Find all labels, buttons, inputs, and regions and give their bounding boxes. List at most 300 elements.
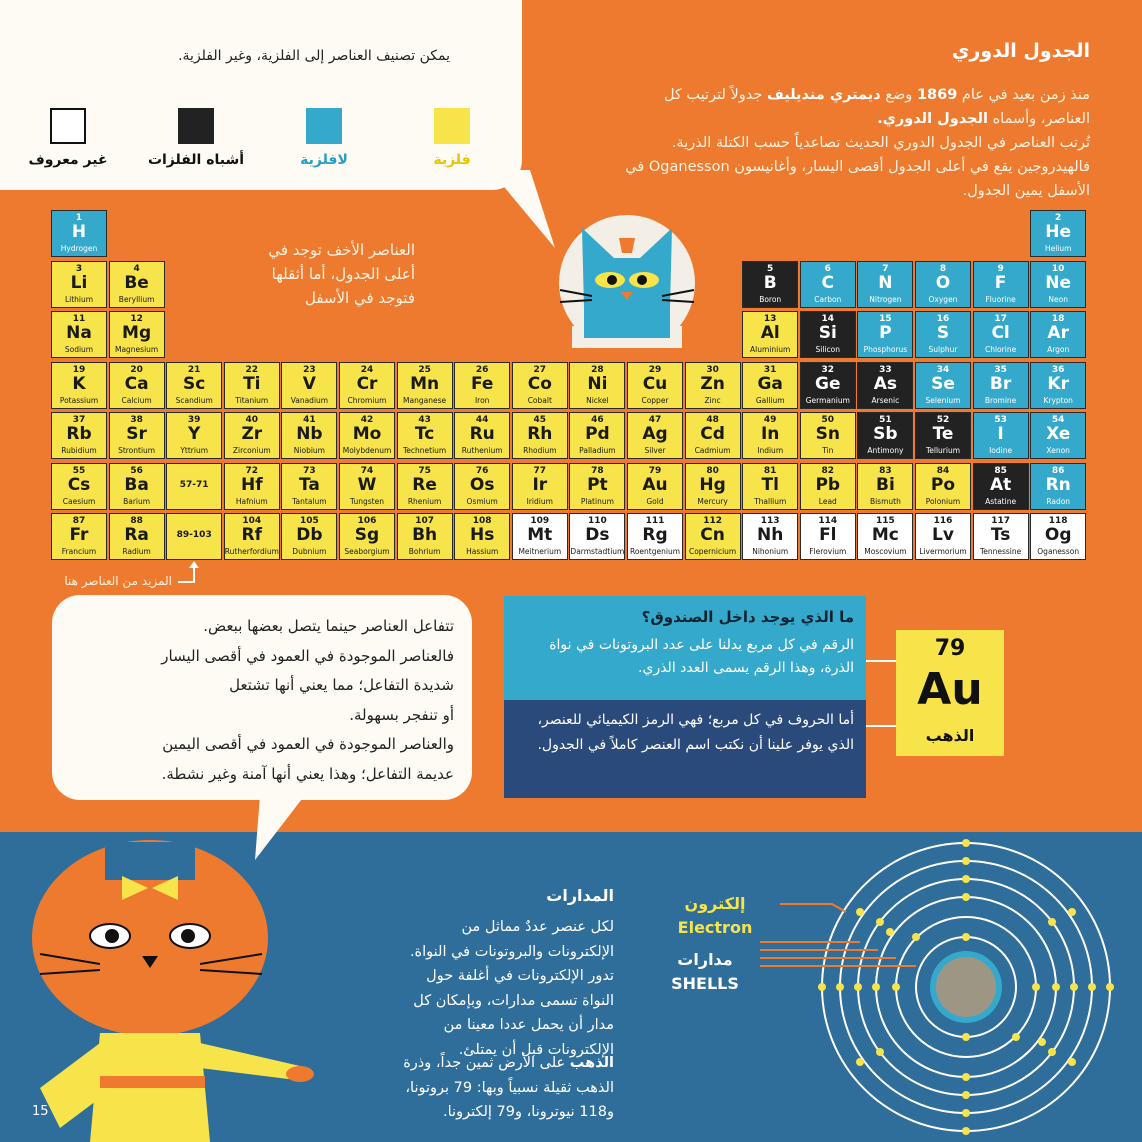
atomic-number: 86 xyxy=(1051,465,1065,476)
atomic-number: 111 xyxy=(645,516,665,526)
element-name: Tungsten xyxy=(350,496,384,506)
element-symbol: Co xyxy=(527,373,552,394)
atomic-number: 32 xyxy=(821,364,835,375)
element-symbol: Re xyxy=(412,474,437,495)
element-symbol: P xyxy=(879,323,892,343)
element-name: Xenon xyxy=(1046,446,1070,455)
element-symbol: Bh xyxy=(412,525,438,545)
element-symbol: O xyxy=(935,272,951,293)
atomic-number: 112 xyxy=(703,516,722,526)
unknown-label: غير معروف xyxy=(28,152,108,168)
element-name: Iron xyxy=(474,395,490,405)
element-symbol: Rf xyxy=(241,525,263,545)
atomic-number: 109 xyxy=(530,516,550,526)
element-cell xyxy=(569,412,625,459)
element-name: Palladium xyxy=(579,446,616,455)
element-cell xyxy=(857,261,913,308)
element-name: Darmstadtium xyxy=(570,547,625,556)
element-cell xyxy=(109,362,165,409)
element-symbol: Tl xyxy=(761,474,779,495)
element-cell xyxy=(51,513,107,560)
atomic-number: 81 xyxy=(763,465,777,476)
element-symbol: S xyxy=(936,323,950,343)
element-symbol: Sg xyxy=(354,525,380,545)
element-cell xyxy=(857,463,913,510)
element-cell xyxy=(512,412,568,459)
symbol-pointer-line xyxy=(866,725,896,727)
element-symbol: Os xyxy=(469,474,495,495)
element-symbol: Mn xyxy=(410,373,440,394)
element-cell xyxy=(915,311,971,358)
element-name: Nitrogen xyxy=(869,294,902,304)
element-cell xyxy=(109,412,165,459)
element-cell xyxy=(512,463,568,510)
element-name: Copper xyxy=(641,395,669,405)
box-info-number-text: الرقم في كل مربع يدلنا على عدد البروتونات في نواة الذرة، وهذا الرقم يسمى العدد الذري. xyxy=(549,637,854,676)
element-name: Lithium xyxy=(64,294,94,304)
nonmetal-label: لافلزية xyxy=(300,152,348,168)
element-name: Argon xyxy=(1047,345,1070,354)
element-symbol: Hf xyxy=(240,474,263,495)
element-name: Magnesium xyxy=(114,345,159,354)
element-cell xyxy=(224,412,280,459)
element-cell xyxy=(915,261,971,308)
element-name: Rutherfordium xyxy=(224,547,279,556)
element-cell xyxy=(339,463,395,510)
atomic-number: 31 xyxy=(763,364,777,375)
atomic-number: 41 xyxy=(303,415,316,425)
element-cell xyxy=(1030,362,1086,409)
element-symbol: Rn xyxy=(1045,474,1071,495)
element-name: Meitnerium xyxy=(518,547,562,556)
element-cell xyxy=(742,261,798,308)
atomic-number: 25 xyxy=(418,364,431,375)
element-symbol: Pb xyxy=(815,474,841,495)
atomic-number: 74 xyxy=(360,465,374,476)
element-name: Neon xyxy=(1048,294,1068,304)
element-name: Helium xyxy=(1044,244,1072,253)
element-name: Tennessine xyxy=(979,547,1022,556)
legend-intro: يمكن تصنيف العناصر إلى الفلزية، وغير الفلزية. xyxy=(178,48,450,64)
element-cell xyxy=(339,412,395,459)
element-name: Beryllium xyxy=(118,294,155,304)
element-name: Carbon xyxy=(814,294,842,304)
element-cell xyxy=(51,412,107,459)
element-name: Bromine xyxy=(984,395,1017,405)
element-symbol: Ge xyxy=(815,373,841,394)
element-symbol: Ne xyxy=(1045,272,1072,293)
element-symbol: Hg xyxy=(699,474,726,495)
element-cell xyxy=(281,513,337,560)
atomic-number: 80 xyxy=(706,465,719,476)
atomic-number: 29 xyxy=(648,364,662,375)
element-symbol: Fr xyxy=(69,525,89,545)
element-cell xyxy=(800,362,856,409)
element-cell xyxy=(742,311,798,358)
element-name: Astatine xyxy=(985,496,1017,506)
element-symbol: K xyxy=(72,373,86,394)
element-symbol: Rg xyxy=(642,525,668,545)
element-symbol: Mg xyxy=(122,323,152,343)
element-name: Hafnium xyxy=(235,496,268,506)
element-name: Rubidium xyxy=(61,446,97,455)
atomic-number: 35 xyxy=(994,364,1007,375)
element-cell xyxy=(973,513,1029,560)
element-cell xyxy=(281,412,337,459)
element-cell xyxy=(224,513,280,560)
element-cell xyxy=(685,513,741,560)
element-name: Sulphur xyxy=(928,345,958,354)
element-name: Technetium xyxy=(402,446,447,455)
element-symbol: At xyxy=(989,474,1012,495)
element-cell xyxy=(742,362,798,409)
element-name: Niobium xyxy=(293,446,325,455)
element-cell xyxy=(1030,513,1086,560)
atomic-number: 55 xyxy=(72,465,86,476)
element-cell xyxy=(454,513,510,560)
atomic-number: 79 xyxy=(648,465,662,476)
gold-paragraph: الذهب على الأرض ثمين جداً، وذرة الذهب ثقيلة نسبياً وبها: 79 بروتونا، و118 نيوترونا، و79 إلكترونا. xyxy=(403,1055,614,1120)
gold-example-card xyxy=(896,630,1004,756)
element-cell xyxy=(800,513,856,560)
atomic-number: 11 xyxy=(72,314,86,324)
atomic-number: 19 xyxy=(72,364,86,375)
element-cell xyxy=(166,513,222,560)
atomic-number: 45 xyxy=(533,415,547,425)
element-symbol: Nh xyxy=(757,525,784,545)
element-symbol: He xyxy=(1045,222,1072,242)
atomic-number: 87 xyxy=(72,516,86,526)
atomic-number: 18 xyxy=(1051,314,1065,324)
element-symbol: Bi xyxy=(875,474,895,495)
element-cell xyxy=(742,513,798,560)
atomic-number: 22 xyxy=(245,364,259,375)
element-symbol: Fl xyxy=(819,525,837,545)
atomic-number: 78 xyxy=(591,465,604,476)
element-cell xyxy=(627,463,683,510)
element-name: Chlorine xyxy=(984,345,1017,354)
element-symbol: Al xyxy=(760,323,780,343)
element-name: Aluminium xyxy=(750,345,791,354)
element-symbol: Cs xyxy=(67,474,91,495)
metal-swatch xyxy=(434,108,470,144)
element-name: Gold xyxy=(646,496,664,506)
element-symbol: I xyxy=(997,424,1004,444)
atomic-number: 51 xyxy=(879,415,892,425)
element-cell xyxy=(627,412,683,459)
series-range: 89-103 xyxy=(176,530,212,540)
element-cell xyxy=(454,362,510,409)
element-name: Fluorine xyxy=(985,294,1016,304)
element-name: Krypton xyxy=(1043,395,1073,405)
element-name: Rhenium xyxy=(407,496,442,506)
atomic-number: 73 xyxy=(303,465,316,476)
element-cell xyxy=(397,463,453,510)
element-name: Moscovium xyxy=(864,547,907,556)
nonmetal-swatch xyxy=(306,108,342,144)
atomic-number: 15 xyxy=(879,314,892,324)
atomic-number: 9 xyxy=(997,263,1004,274)
element-name: Radon xyxy=(1046,496,1071,506)
element-symbol: Rh xyxy=(527,424,553,444)
atomic-number: 48 xyxy=(706,415,719,425)
element-name: Germanium xyxy=(805,395,850,405)
element-cell xyxy=(1030,463,1086,510)
box-info-letters-text: أما الحروف في كل مربع؛ فهي الرمز الكيميائي للعنصر، الذي يوفر علينا أن نكتب اسم العنصر كاملاً في الجدول. xyxy=(537,712,854,753)
atomic-number: 105 xyxy=(299,516,319,526)
atomic-number: 116 xyxy=(933,516,953,526)
gold-example-symbol: Au xyxy=(917,664,983,715)
element-symbol: Cr xyxy=(356,373,378,394)
element-name: Calcium xyxy=(121,395,152,405)
box-info-panel xyxy=(504,596,866,798)
atomic-number: 88 xyxy=(130,516,143,526)
element-symbol: Ga xyxy=(757,373,783,394)
atomic-number: 28 xyxy=(591,364,604,375)
element-name: Tin xyxy=(822,446,834,455)
element-name: Nihonium xyxy=(752,547,789,556)
element-name: Phosphorus xyxy=(863,345,908,354)
element-cell xyxy=(973,261,1029,308)
element-symbol: Na xyxy=(66,323,92,343)
element-symbol: Ca xyxy=(124,373,149,394)
element-cell xyxy=(1030,210,1086,257)
element-cell xyxy=(109,513,165,560)
element-cell xyxy=(973,362,1029,409)
element-cell xyxy=(109,261,165,308)
element-symbol: Sc xyxy=(183,373,206,394)
atomic-number: 82 xyxy=(821,465,835,476)
atomic-number: 76 xyxy=(475,465,489,476)
element-name: Thallium xyxy=(754,496,787,506)
element-name: Ruthenium xyxy=(461,446,503,455)
element-symbol: Fe xyxy=(470,373,494,394)
element-symbol: V xyxy=(302,373,316,394)
atomic-number: 56 xyxy=(130,465,143,476)
element-cell xyxy=(339,362,395,409)
element-cell xyxy=(281,463,337,510)
element-cell xyxy=(973,412,1029,459)
element-symbol: Xe xyxy=(1046,424,1071,444)
element-cell xyxy=(109,463,165,510)
element-name: Strontium xyxy=(118,446,156,455)
atomic-number: 39 xyxy=(187,415,201,425)
element-name: Boron xyxy=(759,294,782,304)
element-symbol: Cn xyxy=(700,525,725,545)
element-cell xyxy=(569,463,625,510)
atomic-number: 104 xyxy=(242,516,262,526)
element-symbol: Cl xyxy=(991,323,1010,343)
element-name: Cobalt xyxy=(527,395,552,405)
atomic-number: 13 xyxy=(763,314,777,324)
cat-character-illustration xyxy=(0,828,330,1142)
atomic-number: 114 xyxy=(818,516,838,526)
atomic-number: 108 xyxy=(472,516,492,526)
atomic-number: 72 xyxy=(245,465,259,476)
atomic-number: 4 xyxy=(133,263,140,274)
shells-title: المدارات xyxy=(546,886,614,905)
element-cell xyxy=(397,412,453,459)
element-name: Bohrium xyxy=(408,547,441,556)
element-symbol: H xyxy=(71,222,87,242)
element-symbol: Sb xyxy=(873,424,898,444)
element-name: Manganese xyxy=(403,395,447,405)
box-info-title: ما الذي يوجد داخل الصندوق؟ xyxy=(641,608,854,626)
element-symbol: Ra xyxy=(124,525,149,545)
atomic-number: 53 xyxy=(994,415,1007,425)
element-cell xyxy=(109,311,165,358)
element-cell xyxy=(166,362,222,409)
element-cell xyxy=(685,463,741,510)
element-name: Radium xyxy=(122,547,151,556)
element-cell xyxy=(51,210,107,257)
element-cell xyxy=(915,463,971,510)
atomic-number: 14 xyxy=(821,314,835,324)
element-symbol: Sr xyxy=(126,424,147,444)
element-name: Molybdenum xyxy=(342,446,392,455)
element-symbol: F xyxy=(994,272,1007,293)
atomic-number: 6 xyxy=(824,263,831,274)
element-symbol: Mt xyxy=(527,525,553,545)
element-name: Francium xyxy=(61,547,97,556)
element-name: Antimony xyxy=(867,446,904,455)
element-cell xyxy=(51,362,107,409)
element-name: Hydrogen xyxy=(60,244,98,253)
atomic-number: 106 xyxy=(357,516,377,526)
atomic-number: 23 xyxy=(303,364,316,375)
element-cell xyxy=(685,362,741,409)
gold-example-number: 79 xyxy=(934,636,966,661)
element-symbol: Tc xyxy=(414,424,435,444)
light-elements-note: العناصر الأخف توجد في أعلى الجدول، أما أثقلها فتوجد في الأسفل xyxy=(268,241,415,307)
element-cell xyxy=(454,463,510,510)
metalloid-swatch xyxy=(178,108,214,144)
atomic-number: 17 xyxy=(994,314,1007,324)
element-name: Dubnium xyxy=(292,547,327,556)
atomic-number: 46 xyxy=(591,415,604,425)
element-name: Nickel xyxy=(586,395,609,405)
element-symbol: Ta xyxy=(298,474,320,495)
element-symbol: Og xyxy=(1044,525,1072,545)
element-symbol: Ar xyxy=(1047,323,1069,343)
atomic-number: 75 xyxy=(418,465,431,476)
element-cell xyxy=(51,261,107,308)
element-symbol: Si xyxy=(818,323,837,343)
page-number: 15 xyxy=(32,1104,49,1119)
element-symbol: Mc xyxy=(871,525,899,545)
atomic-number: 52 xyxy=(936,415,950,425)
element-symbol: Se xyxy=(931,373,955,394)
element-cell xyxy=(973,311,1029,358)
atomic-number: 34 xyxy=(936,364,950,375)
atomic-number: 50 xyxy=(821,415,835,425)
element-symbol: Pt xyxy=(587,474,608,495)
element-symbol: Ni xyxy=(587,373,608,394)
element-name: Rhodium xyxy=(523,446,557,455)
element-cell xyxy=(915,362,971,409)
shells-label-en: SHELLS xyxy=(671,974,739,993)
element-symbol: Nb xyxy=(296,424,323,444)
atomic-number: 107 xyxy=(415,516,434,526)
atomic-number: 16 xyxy=(936,314,950,324)
atomic-number: 30 xyxy=(706,364,719,375)
element-symbol: N xyxy=(878,272,893,293)
element-name: Seaborgium xyxy=(344,547,390,556)
element-symbol: As xyxy=(873,373,898,394)
element-symbol: Kr xyxy=(1047,373,1069,394)
atomic-number: 117 xyxy=(991,516,1010,526)
element-name: Copernicium xyxy=(688,547,737,556)
metalloid-label: أشباه الفلزات xyxy=(147,152,245,168)
atomic-number: 110 xyxy=(587,516,607,526)
atomic-number: 21 xyxy=(187,364,201,375)
atomic-number: 84 xyxy=(936,465,950,476)
element-name: Silver xyxy=(644,446,666,455)
atomic-number: 36 xyxy=(1051,364,1065,375)
element-cell xyxy=(339,513,395,560)
element-cell xyxy=(800,463,856,510)
cat-astronaut-illustration xyxy=(552,208,702,348)
element-cell xyxy=(166,412,222,459)
element-name: Silicon xyxy=(815,345,841,354)
element-name: Osmium xyxy=(466,496,498,506)
element-cell xyxy=(857,362,913,409)
element-cell xyxy=(224,463,280,510)
element-name: Selenium xyxy=(925,395,961,405)
element-name: Scandium xyxy=(175,395,213,405)
element-symbol: Li xyxy=(70,272,88,293)
atomic-number: 83 xyxy=(879,465,892,476)
element-symbol: Zr xyxy=(241,424,263,444)
element-name: Barium xyxy=(123,496,151,506)
element-cell xyxy=(166,463,222,510)
intro-paragraph-2: تُرتب العناصر في الجدول الدوري الحديث تصاعدياً حسب الكتلة الذرية. xyxy=(671,135,1090,151)
element-symbol: Ag xyxy=(642,424,668,444)
atomic-number: 2 xyxy=(1055,213,1062,223)
element-cell xyxy=(857,311,913,358)
atomic-number: 85 xyxy=(994,465,1007,476)
element-cell xyxy=(1030,261,1086,308)
element-name: Tellurium xyxy=(925,446,961,455)
element-cell xyxy=(512,362,568,409)
element-cell xyxy=(915,513,971,560)
element-name: Livermorium xyxy=(919,547,967,556)
shells-text: لكل عنصر عددٌ مماثل من الإلكترونات والبروتونات في النواة. تدور الإلكترونات في أغلفة حول النواة تسمى مدارات، وبإمكان كل مدار أن يحمل عددا معينا من الإلكترونات قبل أن يمتلئ. xyxy=(409,919,614,1058)
atomic-number: 12 xyxy=(130,314,143,324)
element-cell xyxy=(224,362,280,409)
series-range: 57-71 xyxy=(179,479,209,490)
element-symbol: C xyxy=(821,272,835,293)
element-cell xyxy=(857,412,913,459)
element-name: Oganesson xyxy=(1037,547,1080,556)
element-name: Platinum xyxy=(580,496,614,506)
element-cell xyxy=(51,311,107,358)
gold-example-name: الذهب xyxy=(925,726,975,745)
atomic-number: 49 xyxy=(763,415,777,425)
element-symbol: Br xyxy=(989,373,1012,394)
element-name: Gallium xyxy=(755,395,785,405)
element-cell xyxy=(800,412,856,459)
reactions-text: تتفاعل العناصر حينما يتصل بعضها ببعض. فالعناصر الموجودة في العمود في أقصى اليسار شديدة التفاعل؛ مما يعني أنها تشتعل أو تنفجر بسهولة. والعناصر الموجودة في العمود في أقصى اليمين عديمة التفاعل؛ وهذا يعني أنها آمنة وغير نشطة. xyxy=(161,617,454,783)
element-cell xyxy=(973,463,1029,510)
atomic-number: 1 xyxy=(75,213,83,223)
element-symbol: In xyxy=(760,424,780,444)
element-name: Vanadium xyxy=(290,395,329,405)
element-symbol: Cu xyxy=(642,373,668,394)
element-name: Mercury xyxy=(697,496,728,506)
element-symbol: Be xyxy=(124,272,149,293)
element-cell xyxy=(800,261,856,308)
